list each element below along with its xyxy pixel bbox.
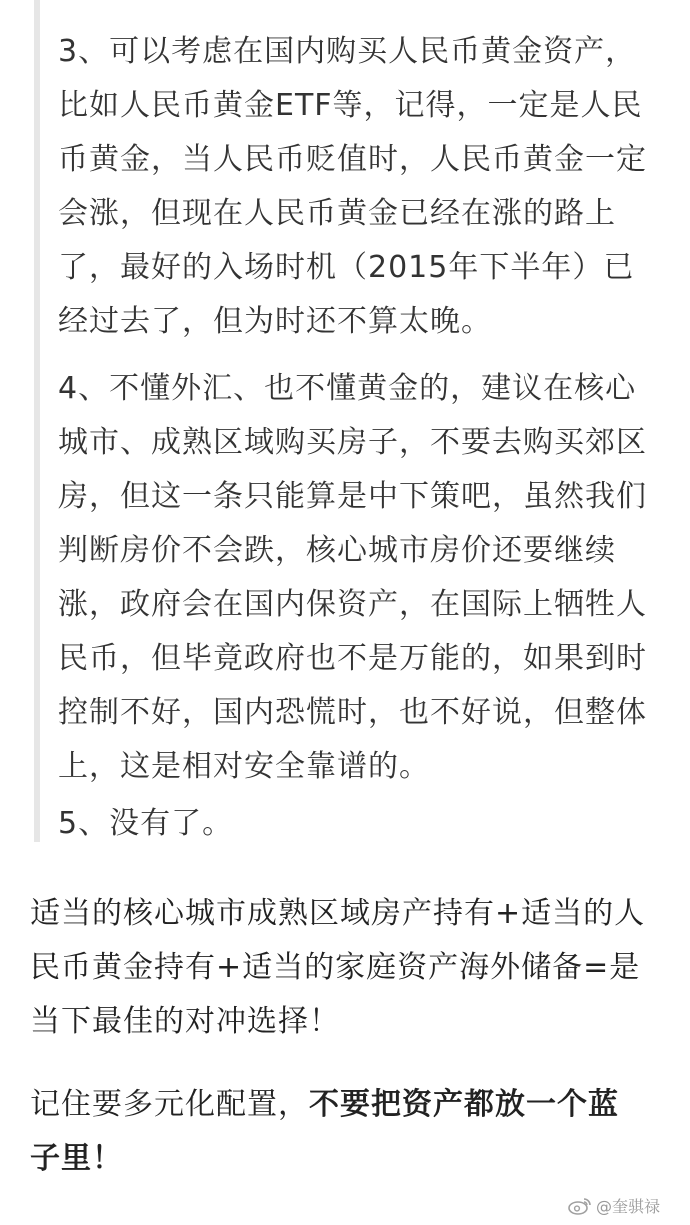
text-line: 4、不懂外汇、也不懂黄金的，建议在核心 xyxy=(58,371,637,406)
text-line: 5、没有了。 xyxy=(58,806,234,841)
advice-bold-text: 子里！ xyxy=(30,1141,123,1176)
weibo-icon xyxy=(568,1197,592,1215)
quote-item-4 xyxy=(58,362,678,794)
text-line: 城市、成熟区域购买房子，不要去购买郊区 xyxy=(58,425,647,460)
text-line: 经过去了，但为时还不算太晚。 xyxy=(58,304,492,339)
watermark xyxy=(568,1194,660,1217)
text-line: 了，最好的入场时机（2015年下半年）已 xyxy=(58,250,635,285)
text-line: 会涨，但现在人民币黄金已经在涨的路上 xyxy=(58,196,616,231)
text-line: 当下最佳的对冲选择！ xyxy=(30,1004,340,1039)
text-line: 民币，但毕竟政府也不是万能的，如果到时 xyxy=(58,641,647,676)
text-line: 3、可以考虑在国内购买人民币黄金资产， xyxy=(58,34,637,69)
text-line: 比如人民币黄金ETF等，记得，一定是人民 xyxy=(58,88,643,123)
summary-paragraph xyxy=(30,887,670,1049)
quote-item-5 xyxy=(58,797,678,851)
advice-paragraph xyxy=(30,1078,670,1186)
text-line: 控制不好，国内恐慌时，也不好说，但整体 xyxy=(58,695,647,730)
text-line xyxy=(30,1078,670,1132)
advice-bold-text: 不要把资产都放一个蓝 xyxy=(309,1087,619,1122)
advice-normal-text: 记住要多元化配置， xyxy=(30,1087,309,1122)
text-line: 适当的核心城市成熟区域房产持有+适当的人 xyxy=(30,896,646,931)
text-line: 上，这是相对安全靠谱的。 xyxy=(58,749,430,784)
quote-item-3 xyxy=(58,25,678,349)
text-line: 房，但这一条只能算是中下策吧，虽然我们 xyxy=(58,479,647,514)
text-line: 币黄金，当人民币贬值时，人民币黄金一定 xyxy=(58,142,647,177)
watermark-text[interactable]: @奎骐禄 xyxy=(595,1197,660,1216)
text-line: 判断房价不会跌，核心城市房价还要继续 xyxy=(58,533,616,568)
text-line: 涨，政府会在国内保资产，在国际上牺牲人 xyxy=(58,587,647,622)
text-line: 民币黄金持有+适当的家庭资产海外储备=是 xyxy=(30,950,641,985)
